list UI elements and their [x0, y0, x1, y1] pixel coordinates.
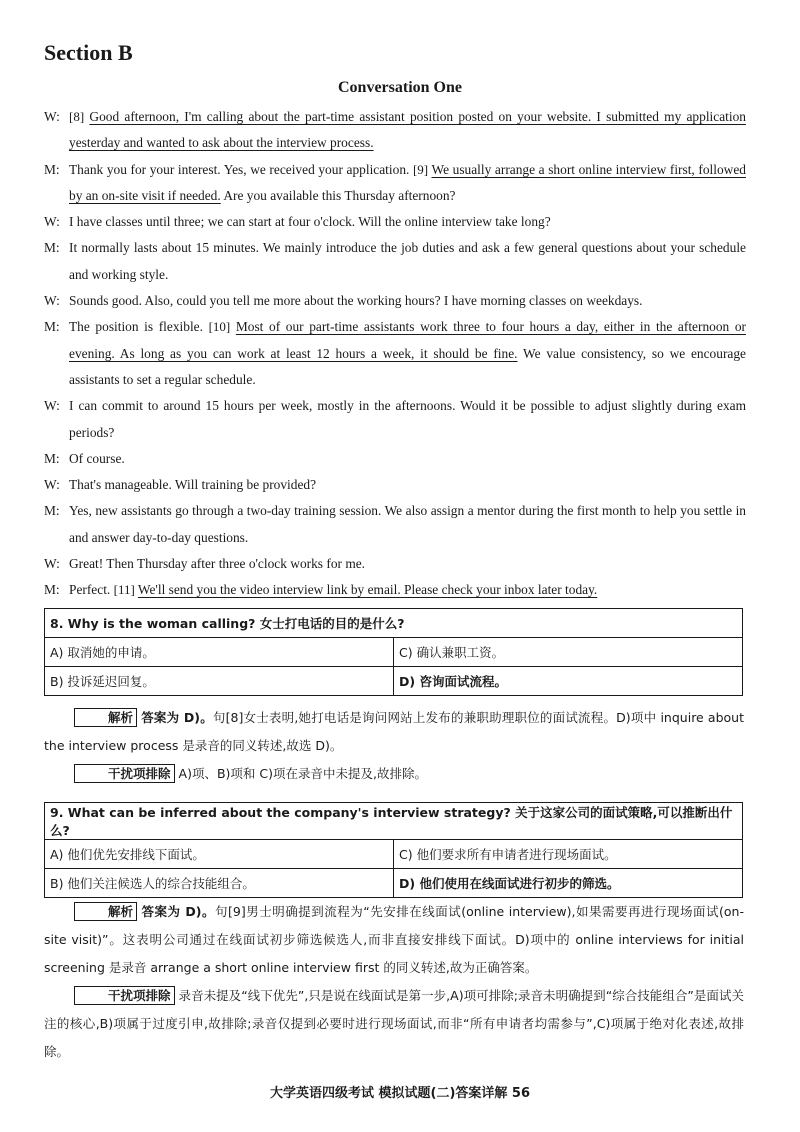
utterance-text: Yes, new assistants go through a two-day training session. We also assign a mentor during the first month to help you settle in and answer day-to-day questions.: [69, 503, 746, 545]
transcript-line: [44, 235, 746, 288]
sentence-marker: [11]: [113, 582, 135, 598]
utterance-text: Are you available this Thursday afternoon?: [220, 187, 456, 203]
key-sentence: We usually arrange a short online interview first, followed by an on-site visit if needed.: [69, 161, 746, 203]
utterance-text: I have classes until three; we can start at four o'clock. Will the online interview take long?: [69, 214, 551, 230]
analysis-tag: 解析: [74, 708, 137, 727]
transcript-line: [44, 288, 746, 314]
transcript-line: [44, 551, 746, 577]
speaker-label: M:: [44, 503, 60, 519]
speaker-label: M:: [44, 319, 60, 335]
distractor-paragraph: [44, 982, 744, 1066]
transcript-line: [44, 472, 746, 498]
distractor-paragraph: [44, 760, 744, 788]
speaker-label: W:: [44, 556, 60, 572]
question-text: 8. Why is the woman calling? 女士打电话的目的是什么?: [45, 609, 743, 638]
sentence-marker: [9]: [412, 161, 429, 177]
distractor-text: A)项、B)项和 C)项在录音中未提及,故排除。: [178, 766, 427, 781]
transcript-line: [44, 498, 746, 551]
option-a: A) 他们优先安排线下面试。: [45, 840, 394, 869]
distractor-tag: 干扰项排除: [74, 764, 175, 783]
explanation-9: [44, 898, 744, 1066]
page-footer: 大学英语四级考试 模拟试题(二)答案详解 56: [269, 1086, 531, 1101]
option-b: B) 他们关注候选人的综合技能组合。: [45, 869, 394, 898]
distractor-text: 录音未提及“线下优先”,只是说在线面试是第一步,A)项可排除;录音未明确提到“综合技能组合”是面试关注的核心,B)项属于过度引申,故排除;录音仅提到必要时进行现场面试,而非“所有申请者均需参与”,C)项属于绝对化表述,故排除。: [44, 988, 744, 1059]
analysis-paragraph: [44, 704, 744, 760]
option-c: C) 确认兼职工资。: [394, 638, 743, 667]
transcript-line: [44, 393, 746, 446]
transcript-line: [44, 577, 746, 603]
question-9-table: [44, 802, 743, 898]
utterance-text: Perfect.: [69, 582, 114, 598]
utterance-text: Sounds good. Also, could you tell me more about the working hours? I have morning classes on weekdays.: [69, 293, 643, 309]
option-c: C) 他们要求所有申请者进行现场面试。: [394, 840, 743, 869]
speaker-label: M:: [44, 582, 60, 598]
key-sentence: Good afternoon, I'm calling about the part-time assistant position posted on your website. I submitted my application yesterday and wanted to ask about the interview process.: [69, 109, 746, 151]
answer-text: 答案为 D)。: [141, 904, 215, 919]
question-8-table: [44, 608, 743, 696]
question-text: 9. What can be inferred about the company's interview strategy? 关于这家公司的面试策略,可以推断出什么?: [45, 803, 743, 840]
speaker-label: M:: [44, 161, 60, 177]
utterance-text: I can commit to around 15 hours per week, mostly in the afternoons. Would it be possible to adjust slightly during exam periods?: [69, 398, 746, 440]
speaker-label: M:: [44, 240, 60, 256]
conversation-title: Conversation One: [338, 79, 462, 96]
utterance-text: The position is flexible.: [69, 319, 209, 335]
utterance-text: Thank you for your interest. Yes, we received your application.: [69, 161, 413, 177]
transcript-line: [44, 314, 746, 393]
utterance-text: We value consistency, so we encourage assistants to set a regular schedule.: [69, 345, 746, 387]
analysis-tag: 解析: [74, 902, 137, 921]
speaker-label: W:: [44, 477, 60, 493]
utterance-text: Great! Then Thursday after three o'clock works for me.: [69, 556, 366, 572]
speaker-label: W:: [44, 293, 60, 309]
speaker-label: W:: [44, 109, 60, 124]
explanation-8: [44, 704, 744, 788]
analysis-text: 句[8]女士表明,她打电话是询问网站上发布的兼职助理职位的面试流程。D)项中 inquire about the interview process 是录音的同义转述,故选 D)。: [44, 710, 744, 753]
option-d: D) 咨询面试流程。: [394, 667, 743, 696]
key-sentence: Most of our part-time assistants work three to four hours a day, either in the afternoon or evening. As long as you can work at least 12 hours a week, it should be fine.: [69, 319, 746, 361]
analysis-paragraph: [44, 898, 744, 982]
analysis-text: 句[9]男士明确提到流程为“先安排在线面试(online interview),如果需要再进行现场面试(on-site visit)”。这表明公司通过在线面试初步筛选候选人,而非直接安排线下面试。D)项中的 online interviews for initial screening 是录音 arrange a short online interview first 的同义转述,故为正确答案。: [44, 904, 744, 975]
transcript-line: [44, 209, 746, 235]
utterance-text: It normally lasts about 15 minutes. We mainly introduce the job duties and ask a few general questions about your schedule and working style.: [69, 240, 746, 282]
speaker-label: W:: [44, 398, 60, 414]
option-b: B) 投诉延迟回复。: [45, 667, 394, 696]
sentence-marker: [8]: [69, 109, 85, 124]
utterance-text: That's manageable. Will training be provided?: [69, 477, 317, 493]
sentence-marker: [10]: [208, 319, 231, 335]
key-sentence: We'll send you the video interview link by email. Please check your inbox later today.: [137, 582, 598, 598]
answer-text: 答案为 D)。: [141, 710, 213, 725]
utterance-text: Of course.: [69, 450, 125, 466]
option-d: D) 他们使用在线面试进行初步的筛选。: [394, 869, 743, 898]
section-title: Section B: [44, 40, 133, 65]
option-a: A) 取消她的申请。: [45, 638, 394, 667]
speaker-label: M:: [44, 450, 60, 466]
transcript: [44, 104, 746, 604]
transcript-line: [44, 446, 746, 472]
distractor-tag: 干扰项排除: [74, 986, 175, 1005]
speaker-label: W:: [44, 214, 60, 230]
transcript-line: [44, 157, 746, 210]
transcript-line: [44, 104, 746, 157]
